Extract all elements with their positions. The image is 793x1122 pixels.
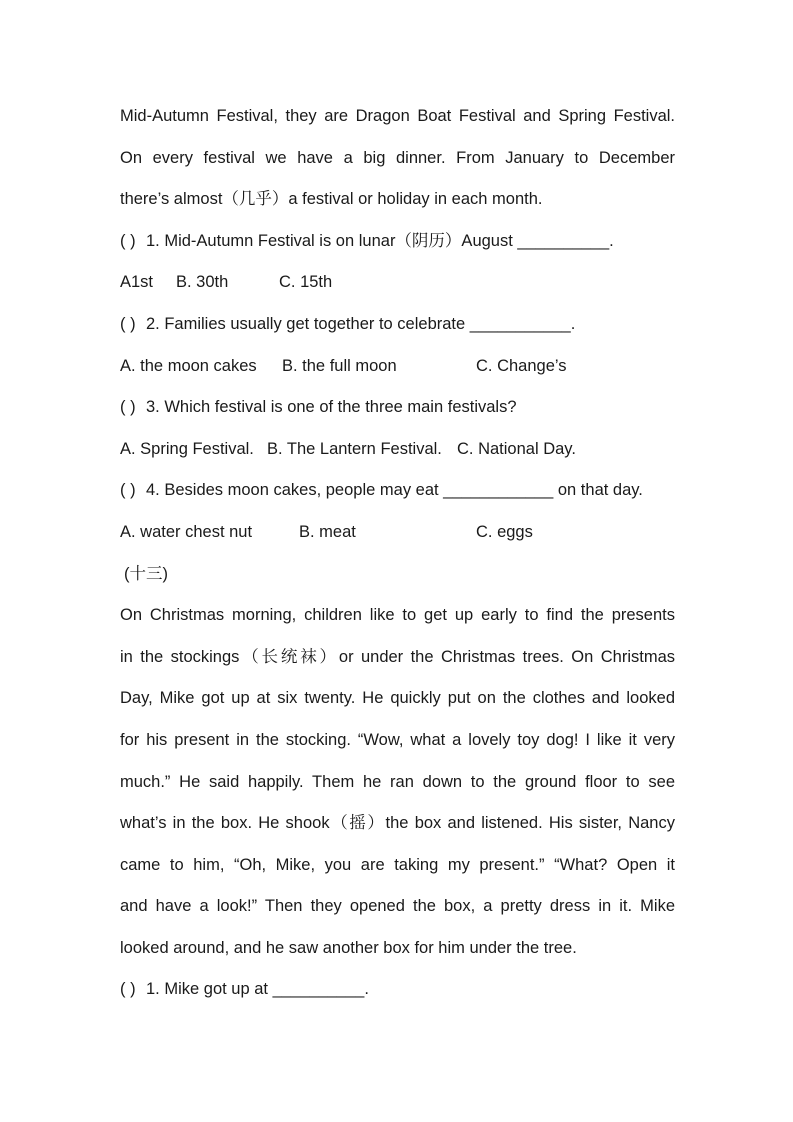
question-1 <box>120 221 675 263</box>
question-stem: 2. Families usually get together to celebrate ___________. <box>146 314 576 333</box>
answer-blank[interactable]: ( ) <box>120 231 136 250</box>
passage-line: and have a look!” Then they opened the box, a pretty dress in it. Mike <box>120 897 675 916</box>
passage-line: what’s in the box. He shook（摇）the box and listened. His sister, Nancy <box>120 814 675 833</box>
option-c: C. Change’s <box>476 356 567 375</box>
document-page <box>120 96 675 1011</box>
answer-blank[interactable]: ( ) <box>120 398 136 417</box>
question-3 <box>120 387 675 429</box>
option-b: B. The Lantern Festival. <box>267 439 442 458</box>
passage-line: On every festival we have a big dinner. From January to December <box>120 148 675 167</box>
option-b: B. 30th <box>176 273 229 292</box>
question-stem: 1. Mid-Autumn Festival is on lunar（阴历）August __________. <box>146 231 614 250</box>
passage-line: Mid-Autumn Festival, they are Dragon Boat Festival and Spring Festival. <box>120 107 675 125</box>
question-3-options <box>120 429 675 471</box>
passage-line: in the stockings（长统袜）or under the Christmas trees. On Christmas <box>120 647 675 666</box>
question-2-options <box>120 346 675 388</box>
option-a: A. Spring Festival. <box>120 439 254 458</box>
question-4 <box>120 470 675 512</box>
option-c: C. National Day. <box>457 439 576 458</box>
answer-blank[interactable]: ( ) <box>120 314 136 333</box>
question-2 <box>120 304 675 346</box>
answer-blank[interactable]: ( ) <box>120 481 136 500</box>
question-13-1 <box>120 969 675 1011</box>
option-a: A. water chest nut <box>120 522 253 541</box>
question-stem: 3. Which festival is one of the three main festivals? <box>146 398 517 417</box>
passage-line: there’s almost（几乎）a festival or holiday in each month. <box>120 190 543 209</box>
passage-line: On Christmas morning, children like to get up early to find the presents <box>120 606 675 625</box>
option-c: C. eggs <box>476 522 533 541</box>
question-1-options <box>120 262 675 304</box>
question-4-options <box>120 512 675 554</box>
question-stem: 4. Besides moon cakes, people may eat ____________ on that day. <box>146 481 643 500</box>
section-heading: (十三) <box>124 564 168 583</box>
option-a: A1st <box>120 273 154 292</box>
passage-line: came to him, “Oh, Mike, you are taking my present.” “What? Open it <box>120 855 675 874</box>
question-stem: 1. Mike got up at __________. <box>146 980 369 999</box>
passage-line: for his present in the stocking. “Wow, what a lovely toy dog! I like it very <box>120 730 675 749</box>
passage-line: much.” He said happily. Them he ran down to the ground floor to see <box>120 772 675 791</box>
option-b: B. meat <box>299 522 356 541</box>
option-b: B. the full moon <box>282 356 397 375</box>
option-a: A. the moon cakes <box>120 356 257 375</box>
passage-line: Day, Mike got up at six twenty. He quickly put on the clothes and looked <box>120 689 675 708</box>
answer-blank[interactable]: ( ) <box>120 980 136 999</box>
option-c: C. 15th <box>279 273 333 292</box>
passage-line: looked around, and he saw another box for him under the tree. <box>120 938 577 957</box>
